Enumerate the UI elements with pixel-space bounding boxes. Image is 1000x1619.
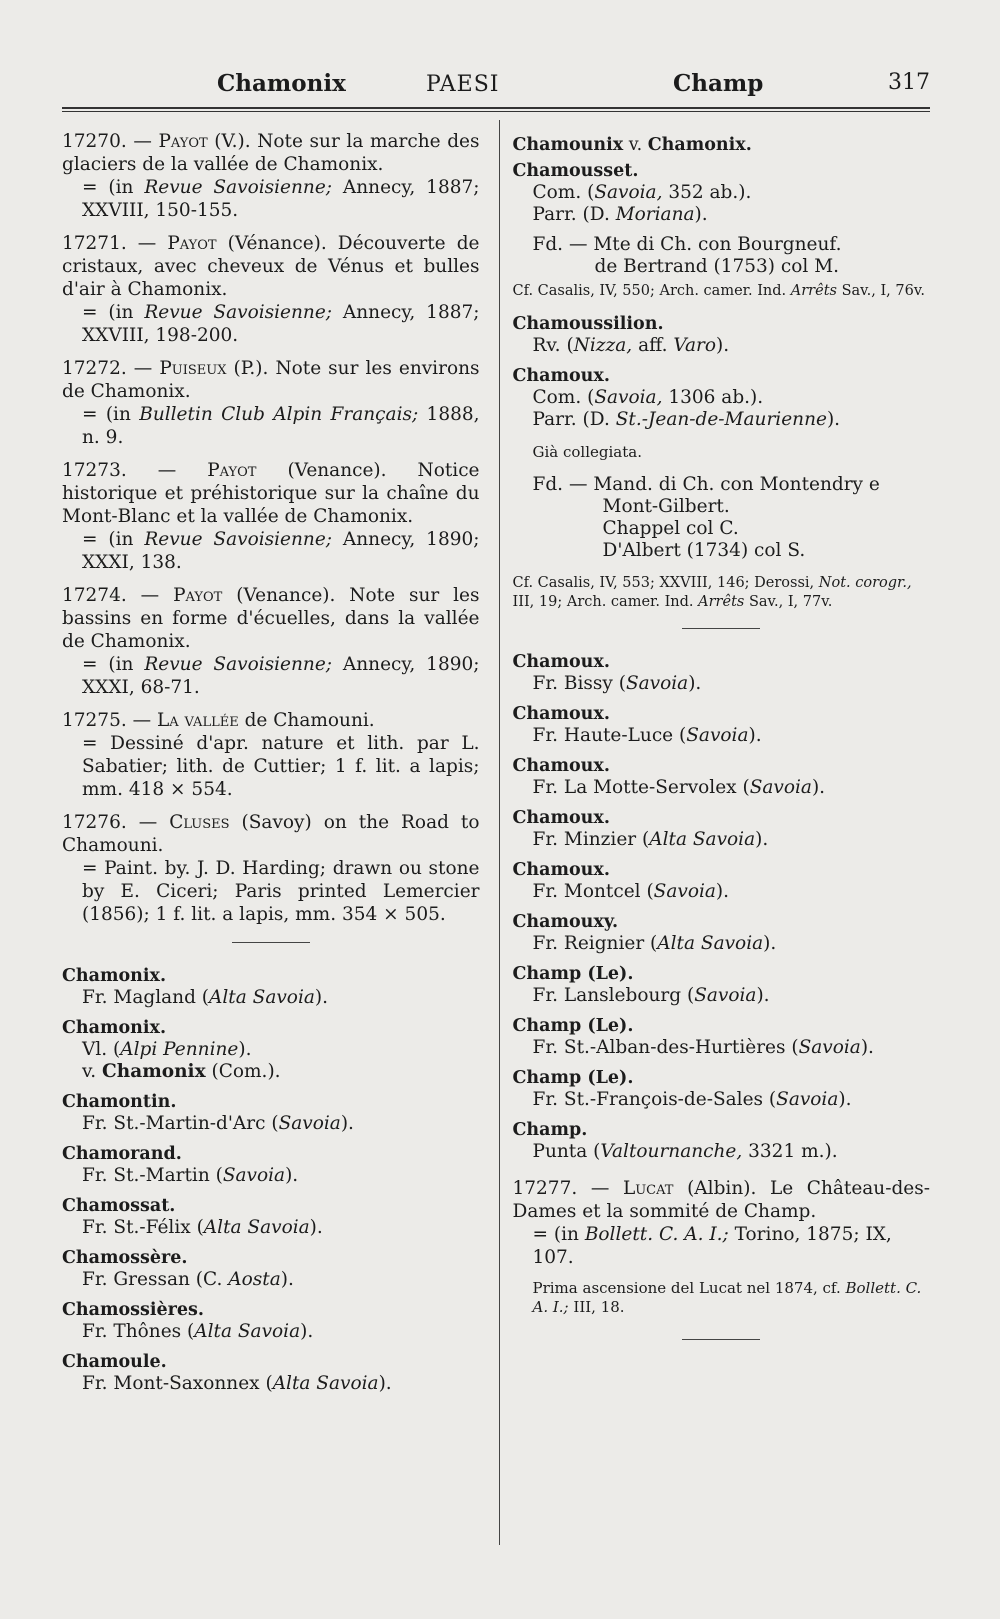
bibliography-entry: 17273. — Payot (Venance). Notice historique et préhistorique sur la chaîne du Mont-Blanc et la vallée de Chamonix. = (in Revue Savoisienne; Annecy, 1890; XXXI, 138. bbox=[62, 460, 480, 573]
entry-title: (Vénance). Découverte de cristaux, avec cheveux de Vénus et bulles d'air à Chamonix. bbox=[62, 233, 480, 300]
place-name: Champ. bbox=[512, 1120, 588, 1140]
entry-author: Puiseux bbox=[159, 358, 227, 379]
parish-line: Parr. (D. Moriana). bbox=[532, 204, 708, 225]
entry-author: Cluses bbox=[169, 812, 230, 833]
place-detail: Fr. Reignier (Alta Savoia). bbox=[532, 933, 777, 954]
column-divider bbox=[499, 120, 500, 1545]
entry-title: (Venance). Notice historique et préhistorique sur la chaîne du Mont-Blanc et la vallée de Chamonix. bbox=[62, 460, 480, 527]
fief-line: D'Albert (1734) col S. bbox=[602, 540, 806, 561]
header-left-title: Chamonix bbox=[217, 70, 346, 97]
left-column bbox=[62, 130, 498, 1403]
place-name: Chamonix. bbox=[62, 966, 167, 986]
see-target: Chamonix. bbox=[647, 135, 752, 155]
commune-line: Com. (Savoia, 1306 ab.). bbox=[532, 387, 764, 408]
place-name: Chamoux. bbox=[512, 860, 610, 880]
entry-number: 17271. bbox=[62, 233, 127, 254]
entry-author: Payot bbox=[167, 233, 217, 254]
section-rule bbox=[682, 1339, 760, 1340]
place-name: Chamoux. bbox=[512, 366, 610, 386]
fief-line: Fd. — Mte di Ch. con Bourgneuf. bbox=[532, 234, 842, 255]
place-name: Chamoux. bbox=[512, 756, 610, 776]
entry-publication: = (in Revue Savoisienne; Annecy, 1887; XXVIII, 150-155. bbox=[82, 177, 480, 221]
place-name: Chamoux. bbox=[512, 652, 610, 672]
place-name: Champ (Le). bbox=[512, 964, 634, 984]
fief-line: Chappel col C. bbox=[602, 518, 739, 539]
commune-line: Com. (Savoia, 352 ab.). bbox=[532, 182, 752, 203]
entry-title: (Albin). Le Château-des-Dames et la sommité de Champ. bbox=[512, 1178, 930, 1222]
place-name: Chamoux. bbox=[512, 704, 610, 724]
place-detail: Fr. St.-Alban-des-Hurtières (Savoia). bbox=[532, 1037, 874, 1058]
place-name: Chamorand. bbox=[62, 1144, 182, 1164]
entry-author: Payot bbox=[207, 460, 257, 481]
entry-title: (Venance). Note sur les bassins en forme d'écuelles, dans la vallée de Chamonix. bbox=[62, 585, 480, 652]
header-right-title: Champ bbox=[673, 70, 764, 97]
place-detail: Fr. Gressan (C. Aosta). bbox=[82, 1269, 294, 1290]
fief-line: de Bertrand (1753) col M. bbox=[594, 256, 840, 277]
bibliography-entry: 17274. — Payot (Venance). Note sur les bassins en forme d'écuelles, dans la vallée de Chamonix. = (in Revue Savoisienne; Annecy, 1890; XXXI, 68-71. bbox=[62, 585, 480, 698]
place-detail: Fr. La Motte-Servolex (Savoia). bbox=[532, 777, 826, 798]
place-name: Chamoussilion. bbox=[512, 314, 664, 334]
place-name: Chamousset. bbox=[512, 161, 639, 181]
bibliography-entry: 17270. — Payot (V.). Note sur la marche des glaciers de la vallée de Chamonix. = (in Revue Savoisienne; Annecy, 1887; XXVIII, 150-155. bbox=[62, 131, 480, 221]
place-detail: Fr. Magland (Alta Savoia). bbox=[82, 987, 329, 1008]
entry-number: 17273. bbox=[62, 460, 127, 481]
place-name: Chamontin. bbox=[62, 1092, 177, 1112]
entry-publication: = (in Revue Savoisienne; Annecy, 1887; XXVIII, 198-200. bbox=[82, 302, 480, 346]
place-detail: Fr. Mont-Saxonnex (Alta Savoia). bbox=[82, 1373, 392, 1394]
reference-note: Cf. Casalis, IV, 550; Arch. camer. Ind. Arrêts Sav., I, 76v. bbox=[512, 283, 925, 299]
place-entry bbox=[513, 134, 931, 156]
entry-title: (V.). Note sur la marche des glaciers de la vallée de Chamonix. bbox=[62, 131, 480, 175]
entry-number: 17276. bbox=[62, 812, 127, 833]
place-name: Chamossat. bbox=[62, 1196, 176, 1216]
entry-publication: = (in Revue Savoisienne; Annecy, 1890; XXXI, 138. bbox=[82, 529, 480, 573]
place-name: Chamounix bbox=[512, 135, 624, 155]
running-header bbox=[62, 70, 930, 101]
place-name: Chamonix. bbox=[62, 1018, 167, 1038]
reference-note: Prima ascensione del Lucat nel 1874, cf. Bollett. C. A. I.; III, 18. bbox=[532, 1279, 922, 1316]
section-rule bbox=[232, 942, 310, 943]
entry-number: 17270. bbox=[62, 131, 127, 152]
place-detail: Fr. Thônes (Alta Savoia). bbox=[82, 1321, 314, 1342]
place-name: Chamoux. bbox=[512, 808, 610, 828]
entry-title: de Chamouni. bbox=[238, 710, 375, 731]
note: Già collegiata. bbox=[532, 443, 642, 461]
left-bibliography-entries bbox=[62, 130, 480, 926]
place-name: Champ (Le). bbox=[512, 1068, 634, 1088]
entry-publication: = (in Bulletin Club Alpin Français; 1888, n. 9. bbox=[82, 404, 480, 448]
place-detail: v. Chamonix (Com.). bbox=[82, 1061, 281, 1082]
place-detail: Vl. (Alpi Pennine). bbox=[82, 1039, 252, 1060]
entry-number: 17277. bbox=[512, 1178, 578, 1199]
place-detail: Fr. Haute-Luce (Savoia). bbox=[532, 725, 762, 746]
place-detail: Fr. Bissy (Savoia). bbox=[532, 673, 702, 694]
entry-publication: = Paint. by. J. D. Harding; drawn ou stone by E. Ciceri; Paris printed Lemercier (1856); 1 f. lit. a lapis, mm. 354 × 505. bbox=[82, 858, 480, 925]
right-place-entries bbox=[513, 651, 931, 1163]
entry-publication: = (in Revue Savoisienne; Annecy, 1890; XXXI, 68-71. bbox=[82, 654, 480, 698]
entry-title: (P.). Note sur les environs de Chamonix. bbox=[62, 358, 480, 402]
bibliography-entry: 17272. — Puiseux (P.). Note sur les environs de Chamonix. = (in Bulletin Club Alpin Français; 1888, n. 9. bbox=[62, 358, 480, 448]
place-name: Champ (Le). bbox=[512, 1016, 634, 1036]
bibliography-entry: 17275. — La vallée de Chamouni. = Dessiné d'apr. nature et lith. par L. Sabatier; lith. de Cuttier; 1 f. lit. a lapis; mm. 418 × 554. bbox=[62, 710, 480, 800]
place-name: Chamossières. bbox=[62, 1300, 204, 1320]
place-detail: Fr. St.-Martin-d'Arc (Savoia). bbox=[82, 1113, 354, 1134]
entry-publication: = Dessiné d'apr. nature et lith. par L. Sabatier; lith. de Cuttier; 1 f. lit. a lapis; mm. 418 × 554. bbox=[82, 733, 480, 800]
left-place-entries bbox=[62, 965, 480, 1395]
place-detail: Fr. St.-Félix (Alta Savoia). bbox=[82, 1217, 323, 1238]
header-rule bbox=[62, 107, 930, 112]
bibliography-entry: 17277. — Lucat (Albin). Le Château-des-Dames et la sommité de Champ. = (in Bollett. C. A. I.; Torino, 1875; IX, 107. bbox=[512, 1178, 930, 1268]
entry-author: Lucat bbox=[622, 1178, 674, 1199]
entry-author: La vallée bbox=[157, 710, 239, 731]
place-detail: Fr. St.-François-de-Sales (Savoia). bbox=[532, 1089, 852, 1110]
river-line: Rv. (Nizza, aff. Varo). bbox=[532, 335, 730, 356]
place-name: Chamoule. bbox=[62, 1352, 167, 1372]
parish-line: Parr. (D. St.-Jean-de-Maurienne). bbox=[532, 409, 841, 430]
entry-author: Payot bbox=[158, 131, 208, 152]
entry-number: 17274. bbox=[62, 585, 127, 606]
entry-number: 17272. bbox=[62, 358, 127, 379]
place-name: Chamouxy. bbox=[512, 912, 619, 932]
fief-line: Fd. — Mand. di Ch. con Montendry e bbox=[532, 474, 880, 495]
place-detail: Punta (Valtournanche, 3321 m.). bbox=[532, 1141, 838, 1162]
page-number: 317 bbox=[888, 70, 930, 95]
fief-line: Mont-Gilbert. bbox=[602, 496, 730, 517]
place-detail: Fr. St.-Martin (Savoia). bbox=[82, 1165, 299, 1186]
place-detail: Fr. Lanslebourg (Savoia). bbox=[532, 985, 770, 1006]
columns bbox=[62, 130, 930, 1403]
right-column bbox=[498, 130, 931, 1403]
place-name: Chamossère. bbox=[62, 1248, 188, 1268]
entry-number: 17275. bbox=[62, 710, 127, 731]
reference-note: Cf. Casalis, IV, 553; XXVIII, 146; Derossi, Not. corogr., III, 19; Arch. camer. Ind. Arrêts Sav., I, 77v. bbox=[512, 575, 912, 610]
place-detail: Fr. Montcel (Savoia). bbox=[532, 881, 730, 902]
entry-title: (Savoy) on the Road to Chamouni. bbox=[62, 812, 480, 856]
entry-publication: = (in Bollett. C. A. I.; Torino, 1875; IX, 107. bbox=[532, 1224, 892, 1268]
entry-author: Payot bbox=[173, 585, 223, 606]
section-rule bbox=[682, 628, 760, 629]
bibliography-entry: 17271. — Payot (Vénance). Découverte de cristaux, avec cheveux de Vénus et bulles d'air à Chamonix. = (in Revue Savoisienne; Annecy, 1887; XXVIII, 198-200. bbox=[62, 233, 480, 346]
see-also: v. bbox=[623, 135, 648, 155]
header-section: PAESI bbox=[426, 72, 500, 97]
place-detail: Fr. Minzier (Alta Savoia). bbox=[532, 829, 769, 850]
bibliography-entry: 17276. — Cluses (Savoy) on the Road to Chamouni. = Paint. by. J. D. Harding; drawn ou stone by E. Ciceri; Paris printed Lemercier (1856); 1 f. lit. a lapis, mm. 354 × 505. bbox=[62, 812, 480, 925]
